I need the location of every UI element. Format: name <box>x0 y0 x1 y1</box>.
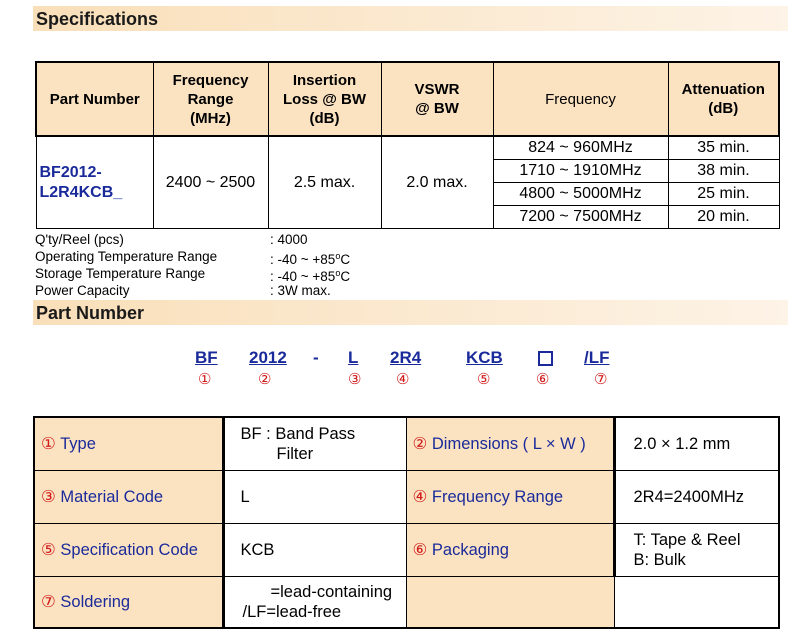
table-row <box>34 470 779 523</box>
packaging-key: ⑥ Packaging <box>406 523 614 576</box>
table-row <box>34 417 779 470</box>
code-segment: KCB <box>466 348 503 367</box>
attenuation-cell: 35 min. <box>668 136 779 160</box>
type-value: BF : Band Pass Filter <box>223 417 406 470</box>
material-key: ③ Material Code <box>34 470 223 523</box>
col-header-attenuation: Attenuation (dB) <box>668 62 779 136</box>
spec-code-key: ⑤ Specification Code <box>34 523 223 576</box>
specifications-header <box>33 6 788 31</box>
qty-reel-value: : 4000 <box>270 232 308 247</box>
material-value: L <box>223 470 406 523</box>
col-header-frequency: Frequency <box>493 62 668 136</box>
insertion-loss-cell: 2.5 max. <box>268 136 381 229</box>
specifications-title: Specifications <box>36 9 159 29</box>
frequency-range-value: 2R4=2400MHz <box>614 470 779 523</box>
operating-temp-value: : -40 ~ $+85^oC$ <box>270 251 351 267</box>
table-row <box>34 523 779 576</box>
specifications-table <box>35 61 780 229</box>
dimensions-key: ② Dimensions ( L × W ) <box>406 417 614 470</box>
frequency-cell: 4800 ~ 5000MHz <box>493 183 668 206</box>
soldering-value: =lead-containing /LF=lead-free <box>223 576 406 628</box>
code-segment: 2R4 <box>390 348 422 367</box>
power-capacity-label: Power Capacity <box>35 283 130 298</box>
attenuation-cell: 38 min. <box>668 160 779 183</box>
empty-value-cell <box>614 576 779 628</box>
code-segment: L <box>348 348 359 367</box>
code-number: ⑤ <box>477 371 491 388</box>
code-number: ⑦ <box>594 371 608 388</box>
type-key: ① Type <box>34 417 223 470</box>
code-number: ⑥ <box>536 371 550 388</box>
code-number: ② <box>258 371 272 388</box>
col-header-insertion-loss: Insertion Loss @ BW (dB) <box>268 62 381 136</box>
storage-temp-value: : -40 ~ $+85^oC$ <box>270 268 351 284</box>
qty-reel-label: Q'ty/Reel (pcs) <box>35 232 124 247</box>
box-icon <box>538 350 553 370</box>
empty-key-cell <box>406 576 614 628</box>
vswr-cell: 2.0 max. <box>381 136 493 229</box>
attenuation-cell: 20 min. <box>668 206 779 229</box>
part-number-table <box>33 416 780 629</box>
spec-code-value: KCB <box>223 523 406 576</box>
code-segment: 2012 <box>249 348 287 367</box>
part-number-title: Part Number <box>36 303 145 323</box>
storage-temp-label: Storage Temperature Range <box>35 266 206 281</box>
col-header-vswr: VSWR @ BW <box>381 62 493 136</box>
code-dash: - <box>313 348 319 367</box>
code-segment: /LF <box>584 348 610 367</box>
frequency-range-cell: 2400 ~ 2500 <box>153 136 268 229</box>
code-number: ③ <box>348 371 362 388</box>
dimensions-value: 2.0 × 1.2 mm <box>614 417 779 470</box>
soldering-key: ⑦ Soldering <box>34 576 223 628</box>
power-capacity-value: : 3W max. <box>270 283 331 298</box>
frequency-cell: 7200 ~ 7500MHz <box>493 206 668 229</box>
part-number-header <box>33 300 788 325</box>
table-row <box>36 136 779 160</box>
table-row <box>34 576 779 628</box>
code-segment: BF <box>195 348 218 367</box>
operating-temp-label: Operating Temperature Range <box>35 249 218 264</box>
col-header-frequency-range: Frequency Range (MHz) <box>153 62 268 136</box>
code-number: ④ <box>396 371 410 388</box>
spec-header-row <box>36 62 779 136</box>
code-number: ① <box>198 371 212 388</box>
attenuation-cell: 25 min. <box>668 183 779 206</box>
col-header-part-number: Part Number <box>36 62 153 136</box>
part-number-cell: BF2012- L2R4KCB_ <box>36 136 153 229</box>
packaging-value: T: Tape & Reel B: Bulk <box>614 523 779 576</box>
frequency-cell: 1710 ~ 1910MHz <box>493 160 668 183</box>
frequency-cell: 824 ~ 960MHz <box>493 136 668 160</box>
frequency-range-key: ④ Frequency Range <box>406 470 614 523</box>
